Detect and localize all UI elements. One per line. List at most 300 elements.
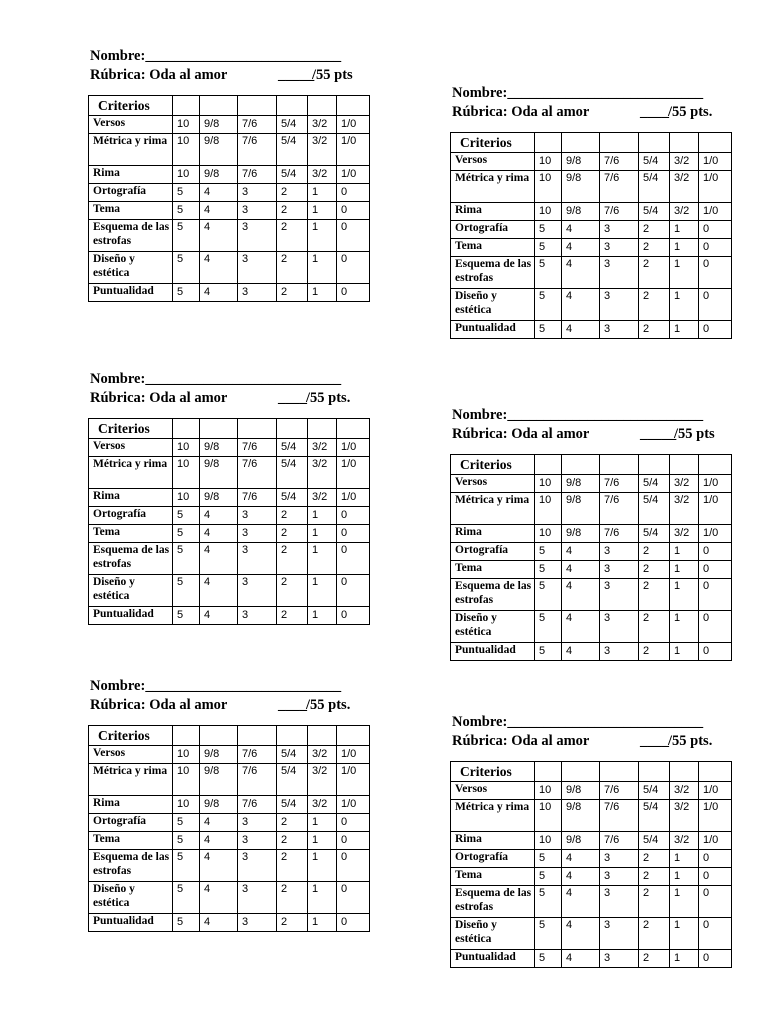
rubric-card [452, 713, 734, 968]
criterion-row [451, 475, 732, 493]
score-cell: 0 [337, 850, 370, 882]
name-label: Nombre: [452, 407, 508, 423]
criterion-label: Versos [451, 153, 535, 171]
score-cell: 1/0 [337, 796, 370, 814]
criterion-label: Rima [89, 166, 173, 184]
score-cell: 10 [535, 475, 562, 493]
score-cell: 7/6 [600, 525, 639, 543]
score-cell: 0 [699, 950, 732, 968]
score-cell: 9/8 [200, 457, 238, 489]
score-cell: 2 [277, 284, 308, 302]
score-cell: 3/2 [308, 116, 337, 134]
criterion-label: Versos [89, 439, 173, 457]
score-cell: 0 [699, 579, 732, 611]
name-label: Nombre: [90, 678, 146, 694]
score-cell: 1 [670, 611, 699, 643]
score-cell: 3/2 [670, 171, 699, 203]
name-blank: ___________________________ [507, 714, 704, 730]
criterion-label: Diseño y estética [89, 575, 173, 607]
score-cell: 2 [277, 252, 308, 284]
score-cell: 3 [238, 252, 277, 284]
score-cell: 5 [535, 289, 562, 321]
name-label: Nombre: [90, 48, 146, 64]
score-cell: 4 [562, 918, 600, 950]
score-cell: 10 [173, 746, 200, 764]
score-cell: 9/8 [562, 475, 600, 493]
criterion-label: Métrica y rima [451, 493, 535, 525]
criterion-label: Métrica y rima [451, 171, 535, 203]
score-cell: 3 [600, 850, 639, 868]
score-cell: 5/4 [277, 457, 308, 489]
criterion-label: Rima [89, 796, 173, 814]
score-cell: 0 [337, 184, 370, 202]
score-cell: 1 [308, 607, 337, 625]
score-cell: 7/6 [238, 134, 277, 166]
score-cell: 3 [238, 284, 277, 302]
score-cell: 1/0 [699, 800, 732, 832]
score-cell: 9/8 [562, 493, 600, 525]
criterion-row [89, 832, 370, 850]
score-cell: 2 [639, 239, 670, 257]
score-cell: 5/4 [277, 796, 308, 814]
criterion-label: Ortografía [89, 814, 173, 832]
score-cell: 10 [173, 457, 200, 489]
score-cell: 5/4 [277, 134, 308, 166]
table-header-row [451, 133, 732, 153]
score-cell: 2 [639, 561, 670, 579]
criterion-row [89, 166, 370, 184]
criterion-row [451, 868, 732, 886]
score-cell: 3/2 [308, 489, 337, 507]
criterion-row [89, 457, 370, 489]
total-points: /55 pts [674, 426, 715, 442]
score-cell: 4 [200, 284, 238, 302]
score-cell: 4 [200, 184, 238, 202]
criterion-row [89, 489, 370, 507]
criterion-row [89, 134, 370, 166]
criterion-row [451, 643, 732, 661]
criterion-label: Versos [451, 782, 535, 800]
score-cell: 5 [173, 525, 200, 543]
score-cell: 10 [535, 832, 562, 850]
score-cell: 1 [308, 543, 337, 575]
score-cell: 4 [562, 321, 600, 339]
criterion-row [451, 543, 732, 561]
score-cell: 0 [337, 525, 370, 543]
score-cell: 2 [277, 914, 308, 932]
score-cell: 3 [600, 950, 639, 968]
criterion-label: Tema [89, 832, 173, 850]
score-cell: 0 [337, 575, 370, 607]
score-cell: 3 [238, 575, 277, 607]
score-cell: 2 [277, 525, 308, 543]
score-cell: 5/4 [277, 439, 308, 457]
rubric-table [450, 454, 732, 661]
score-cell: 3 [600, 579, 639, 611]
score-cell: 1 [308, 914, 337, 932]
criterion-label: Ortografía [451, 543, 535, 561]
score-cell: 10 [173, 166, 200, 184]
score-cell: 0 [337, 814, 370, 832]
name-line [452, 84, 734, 103]
score-cell: 10 [535, 203, 562, 221]
score-cell: 1 [670, 257, 699, 289]
score-cell: 2 [277, 184, 308, 202]
total-points: /55 pts. [668, 733, 713, 749]
score-cell: 4 [562, 643, 600, 661]
score-cell: 5 [173, 543, 200, 575]
score-cell: 5 [535, 543, 562, 561]
criterion-row [451, 289, 732, 321]
score-cell: 7/6 [600, 832, 639, 850]
score-cell: 7/6 [238, 116, 277, 134]
rubric-title-line [90, 66, 372, 85]
rubric-title: Rúbrica: Oda al amor [452, 104, 590, 120]
score-cell: 5 [173, 284, 200, 302]
criterion-label: Tema [451, 561, 535, 579]
score-cell: 5/4 [639, 800, 670, 832]
score-cell: 1/0 [699, 832, 732, 850]
criterion-label: Métrica y rima [89, 764, 173, 796]
score-cell: 7/6 [600, 153, 639, 171]
criterion-label: Rima [89, 489, 173, 507]
rubric-table [88, 725, 370, 932]
score-cell: 4 [200, 525, 238, 543]
score-cell: 9/8 [562, 782, 600, 800]
score-cell: 3 [238, 814, 277, 832]
name-label: Nombre: [90, 371, 146, 387]
score-cell: 0 [337, 607, 370, 625]
score-cell: 3 [238, 184, 277, 202]
score-cell: 7/6 [238, 796, 277, 814]
score-cell: 9/8 [562, 525, 600, 543]
score-cell: 4 [562, 239, 600, 257]
score-cell: 1 [670, 868, 699, 886]
score-cell: 0 [337, 914, 370, 932]
criterion-row [89, 543, 370, 575]
name-line [90, 47, 372, 66]
criterion-label: Esquema de las estrofas [451, 257, 535, 289]
criterion-row [89, 764, 370, 796]
score-cell: 1 [670, 221, 699, 239]
rubric-title-line [90, 696, 372, 715]
score-cell: 9/8 [562, 171, 600, 203]
criterion-label: Esquema de las estrofas [89, 220, 173, 252]
score-cell: 0 [699, 289, 732, 321]
score-cell: 5 [535, 950, 562, 968]
score-cell: 1 [670, 643, 699, 661]
score-cell: 7/6 [238, 166, 277, 184]
score-cell: 0 [699, 886, 732, 918]
score-cell: 2 [277, 575, 308, 607]
score-blank: ____ [640, 104, 669, 120]
score-cell: 0 [337, 284, 370, 302]
score-blank: _____ [278, 67, 315, 83]
score-cell: 2 [277, 607, 308, 625]
score-cell: 1 [670, 850, 699, 868]
criterion-row [89, 220, 370, 252]
criterion-row [89, 525, 370, 543]
score-cell: 3 [238, 607, 277, 625]
criterion-label: Versos [89, 116, 173, 134]
score-cell: 1 [308, 575, 337, 607]
score-cell: 5 [173, 252, 200, 284]
score-cell: 3 [238, 543, 277, 575]
score-cell: 1/0 [699, 153, 732, 171]
rubric-title: Rúbrica: Oda al amor [90, 67, 228, 83]
score-cell: 5/4 [639, 493, 670, 525]
name-blank: ___________________________ [507, 85, 704, 101]
score-cell: 3 [600, 221, 639, 239]
score-cell: 4 [200, 575, 238, 607]
criterion-row [451, 493, 732, 525]
criterion-row [89, 252, 370, 284]
table-header-row [89, 419, 370, 439]
score-blank: ____ [278, 390, 307, 406]
score-blank: ____ [640, 733, 669, 749]
score-cell: 1/0 [699, 782, 732, 800]
score-cell: 10 [173, 489, 200, 507]
score-cell: 5/4 [639, 475, 670, 493]
criterion-label: Puntualidad [89, 607, 173, 625]
rubric-table [450, 132, 732, 339]
name-blank: ___________________________ [145, 678, 342, 694]
score-cell: 3/2 [670, 475, 699, 493]
name-blank: ___________________________ [145, 48, 342, 64]
score-cell: 10 [535, 493, 562, 525]
name-line [452, 713, 734, 732]
score-cell: 10 [173, 439, 200, 457]
score-cell: 3 [600, 868, 639, 886]
criterion-label: Métrica y rima [451, 800, 535, 832]
score-cell: 1/0 [699, 493, 732, 525]
score-cell: 10 [173, 796, 200, 814]
name-line [452, 406, 734, 425]
score-cell: 5 [535, 611, 562, 643]
score-cell: 4 [200, 607, 238, 625]
score-cell: 1/0 [337, 134, 370, 166]
score-cell: 7/6 [238, 489, 277, 507]
score-cell: 3 [238, 507, 277, 525]
score-cell: 1/0 [699, 171, 732, 203]
score-cell: 5/4 [639, 525, 670, 543]
score-cell: 4 [562, 850, 600, 868]
score-cell: 5/4 [277, 489, 308, 507]
score-cell: 7/6 [238, 457, 277, 489]
score-cell: 1/0 [337, 116, 370, 134]
score-cell: 0 [699, 918, 732, 950]
score-cell: 5/4 [277, 116, 308, 134]
score-cell: 4 [200, 832, 238, 850]
criterion-row [89, 184, 370, 202]
score-cell: 7/6 [600, 782, 639, 800]
score-cell: 3 [600, 611, 639, 643]
score-cell: 3/2 [670, 153, 699, 171]
criterion-label: Esquema de las estrofas [451, 579, 535, 611]
score-cell: 1/0 [337, 489, 370, 507]
score-cell: 5 [173, 575, 200, 607]
score-cell: 2 [639, 868, 670, 886]
criterion-row [451, 611, 732, 643]
score-cell: 3 [238, 525, 277, 543]
score-cell: 2 [277, 882, 308, 914]
score-cell: 5 [535, 886, 562, 918]
criterion-label: Diseño y estética [451, 289, 535, 321]
score-cell: 1 [308, 814, 337, 832]
criteria-header: Criterios [89, 726, 173, 746]
score-cell: 3 [238, 850, 277, 882]
score-cell: 0 [337, 202, 370, 220]
score-cell: 1 [670, 579, 699, 611]
score-cell: 1 [670, 918, 699, 950]
score-cell: 3 [238, 832, 277, 850]
criterion-row [451, 832, 732, 850]
score-cell: 3/2 [308, 746, 337, 764]
score-cell: 1 [308, 252, 337, 284]
score-cell: 9/8 [200, 489, 238, 507]
criterion-label: Ortografía [451, 850, 535, 868]
score-cell: 2 [639, 611, 670, 643]
score-cell: 3 [600, 239, 639, 257]
score-cell: 5 [535, 221, 562, 239]
rubric-title: Rúbrica: Oda al amor [90, 697, 228, 713]
score-cell: 3/2 [670, 525, 699, 543]
score-cell: 4 [562, 561, 600, 579]
table-header-row [451, 762, 732, 782]
criterion-label: Métrica y rima [89, 134, 173, 166]
score-cell: 10 [173, 764, 200, 796]
score-cell: 3/2 [670, 493, 699, 525]
score-cell: 4 [200, 850, 238, 882]
rubric-table [450, 761, 732, 968]
score-cell: 9/8 [200, 166, 238, 184]
score-cell: 4 [562, 579, 600, 611]
score-cell: 1 [308, 202, 337, 220]
score-cell: 2 [639, 950, 670, 968]
score-cell: 0 [699, 321, 732, 339]
score-cell: 9/8 [200, 796, 238, 814]
score-cell: 0 [699, 868, 732, 886]
score-cell: 1 [308, 882, 337, 914]
score-cell: 1/0 [337, 764, 370, 796]
score-cell: 5/4 [277, 764, 308, 796]
score-cell: 2 [639, 543, 670, 561]
rubric-card [90, 370, 372, 625]
score-cell: 4 [200, 914, 238, 932]
score-cell: 1 [670, 886, 699, 918]
score-cell: 4 [562, 611, 600, 643]
criterion-row [451, 886, 732, 918]
score-cell: 0 [337, 882, 370, 914]
score-cell: 0 [699, 643, 732, 661]
criterion-row [89, 284, 370, 302]
criterion-label: Diseño y estética [89, 882, 173, 914]
score-cell: 2 [277, 850, 308, 882]
criteria-header: Criterios [451, 455, 535, 475]
score-cell: 9/8 [200, 746, 238, 764]
criterion-row [89, 439, 370, 457]
score-cell: 2 [639, 221, 670, 239]
score-cell: 0 [337, 252, 370, 284]
score-cell: 9/8 [200, 439, 238, 457]
score-cell: 3/2 [670, 203, 699, 221]
rubric-table [88, 418, 370, 625]
name-line [90, 370, 372, 389]
score-cell: 7/6 [238, 746, 277, 764]
score-cell: 0 [699, 257, 732, 289]
score-cell: 0 [699, 611, 732, 643]
criterion-row [89, 814, 370, 832]
score-cell: 1/0 [337, 746, 370, 764]
name-label: Nombre: [452, 714, 508, 730]
score-cell: 1 [670, 561, 699, 579]
score-cell: 5 [535, 850, 562, 868]
score-cell: 9/8 [200, 134, 238, 166]
score-cell: 3/2 [670, 832, 699, 850]
score-cell: 5/4 [639, 782, 670, 800]
criterion-row [89, 914, 370, 932]
criterion-row [451, 579, 732, 611]
score-cell: 9/8 [562, 832, 600, 850]
score-cell: 4 [562, 221, 600, 239]
score-cell: 3/2 [308, 764, 337, 796]
score-cell: 1 [308, 184, 337, 202]
criterion-row [451, 321, 732, 339]
score-cell: 2 [639, 321, 670, 339]
criterion-label: Puntualidad [451, 321, 535, 339]
score-cell: 9/8 [562, 203, 600, 221]
score-cell: 1 [308, 832, 337, 850]
criterion-row [451, 782, 732, 800]
score-cell: 2 [277, 202, 308, 220]
criterion-row [89, 850, 370, 882]
criterion-label: Diseño y estética [451, 918, 535, 950]
criteria-header: Criterios [451, 762, 535, 782]
score-cell: 3 [238, 882, 277, 914]
score-cell: 4 [200, 814, 238, 832]
score-cell: 1/0 [699, 203, 732, 221]
criterion-row [89, 116, 370, 134]
score-cell: 3 [600, 257, 639, 289]
score-cell: 1 [308, 220, 337, 252]
score-cell: 0 [337, 507, 370, 525]
score-cell: 2 [277, 507, 308, 525]
score-cell: 9/8 [200, 116, 238, 134]
score-cell: 7/6 [238, 764, 277, 796]
rubric-card [452, 84, 734, 339]
score-cell: 7/6 [600, 475, 639, 493]
score-cell: 5 [535, 561, 562, 579]
score-cell: 5 [173, 832, 200, 850]
score-cell: 4 [200, 220, 238, 252]
score-cell: 3 [600, 561, 639, 579]
score-cell: 10 [535, 153, 562, 171]
table-header-row [89, 96, 370, 116]
score-cell: 2 [639, 579, 670, 611]
score-cell: 0 [337, 220, 370, 252]
score-cell: 1 [670, 321, 699, 339]
score-cell: 5 [535, 239, 562, 257]
name-blank: ___________________________ [145, 371, 342, 387]
score-cell: 5/4 [277, 746, 308, 764]
criterion-label: Esquema de las estrofas [451, 886, 535, 918]
score-cell: 3/2 [308, 166, 337, 184]
score-cell: 0 [337, 543, 370, 575]
criterion-label: Métrica y rima [89, 457, 173, 489]
score-cell: 1 [308, 507, 337, 525]
score-cell: 4 [562, 289, 600, 321]
criterion-label: Ortografía [89, 507, 173, 525]
